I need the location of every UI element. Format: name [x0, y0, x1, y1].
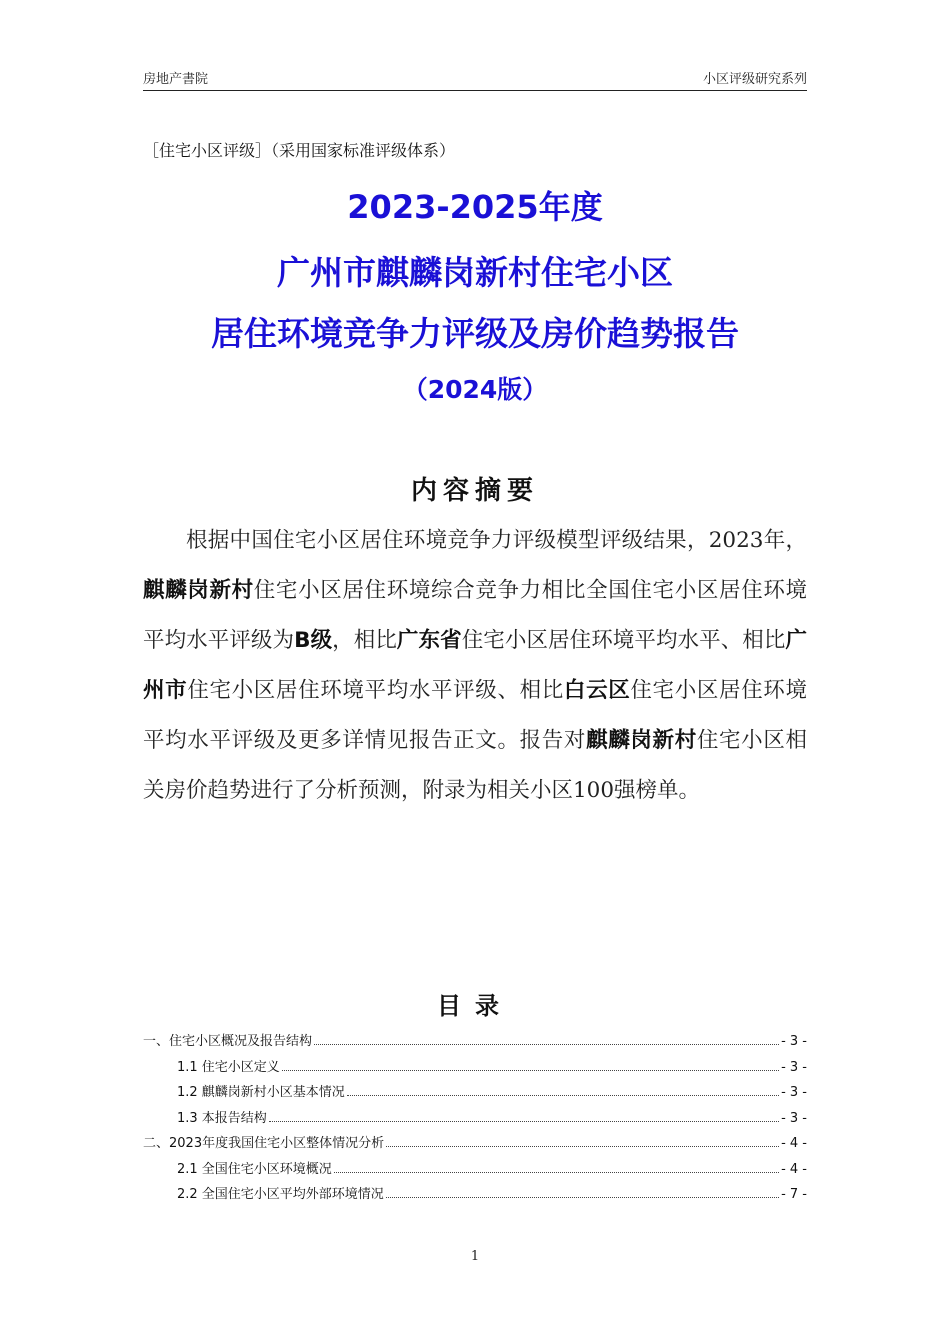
- series-name: 小区评级研究系列: [702, 72, 807, 87]
- abstract-highlight: 广州市: [143, 628, 807, 703]
- abstract-heading: 内容摘要: [410, 476, 539, 506]
- page-header: [143, 66, 807, 91]
- toc-leader-dots: [269, 1121, 779, 1122]
- toc-leader-dots: [314, 1044, 779, 1045]
- toc-entry[interactable]: [143, 1107, 807, 1133]
- toc-entry-label: 2.2 全国住宅小区平均外部环境情况: [177, 1187, 384, 1202]
- abstract-text: ，相比: [332, 628, 397, 653]
- toc-entry-page: - 4 -: [781, 1136, 807, 1151]
- abstract-paragraph: [143, 516, 807, 816]
- toc-entry[interactable]: [143, 1030, 807, 1056]
- toc-entry-page: - 3 -: [781, 1110, 807, 1126]
- abstract-highlight: 广东省: [396, 628, 462, 653]
- table-of-contents: [143, 1030, 807, 1209]
- title-main: 居住环境竞争力评级及房价趋势报告: [211, 314, 739, 353]
- page-number: 1: [470, 1249, 480, 1264]
- toc-leader-dots: [347, 1095, 779, 1096]
- toc-entry-label: 1.2 麒麟岗新村小区基本情况: [177, 1085, 345, 1100]
- abstract-text: 住宅小区居住环境综合竞争力相比全国住宅小区居住环境平均水平评级为: [143, 578, 807, 653]
- abstract-text: 住宅小区居住环境平均水平、相比: [461, 628, 786, 653]
- toc-entry[interactable]: [143, 1183, 807, 1209]
- toc-entry[interactable]: [143, 1158, 807, 1184]
- toc-entry-page: - 3 -: [781, 1085, 807, 1100]
- abstract-highlight: 白云区: [563, 678, 631, 703]
- toc-entry-label: 2.1 全国住宅小区环境概况: [177, 1161, 332, 1177]
- publisher-name: 房地产書院: [143, 72, 209, 87]
- toc-leader-dots: [334, 1172, 779, 1173]
- toc-entry[interactable]: [143, 1056, 807, 1082]
- toc-leader-dots: [282, 1070, 779, 1071]
- abstract-text: 住宅小区居住环境平均水平评级、相比: [187, 678, 564, 703]
- abstract-highlight: 麒麟岗新村: [143, 578, 254, 603]
- toc-entry-label: 1.1 住宅小区定义: [177, 1059, 280, 1075]
- toc-leader-dots: [386, 1197, 779, 1198]
- toc-entry-page: - 3 -: [781, 1034, 807, 1049]
- title-edition: （2024版）: [402, 375, 548, 404]
- toc-entry-label: 一、住宅小区概况及报告结构: [143, 1034, 313, 1049]
- abstract-text: 住宅小区相关房价趋势进行了分析预测，附录为相关小区100强榜单。: [143, 728, 807, 803]
- toc-leader-dots: [386, 1146, 779, 1147]
- abstract-text: 住宅小区居住环境平均水平评级及更多详情见报告正文。报告对: [143, 678, 807, 753]
- toc-entry-page: - 4 -: [781, 1161, 807, 1177]
- abstract-highlight: B级: [294, 628, 333, 653]
- toc-entry[interactable]: [143, 1081, 807, 1107]
- abstract-body: [143, 516, 807, 816]
- title-subject: 广州市麒麟岗新村住宅小区: [277, 253, 673, 292]
- abstract-highlight: 麒麟岗新村: [586, 728, 697, 753]
- abstract-text: 根据中国住宅小区居住环境竞争力评级模型评级结果，2023年，: [186, 528, 807, 553]
- report-category: ［住宅小区评级］（采用国家标准评级体系）: [143, 141, 456, 160]
- toc-entry[interactable]: [143, 1132, 807, 1158]
- toc-heading: 目录: [437, 992, 513, 1020]
- toc-entry-page: - 7 -: [781, 1187, 807, 1202]
- toc-entry-page: - 3 -: [781, 1059, 807, 1075]
- toc-entry-label: 1.3 本报告结构: [177, 1110, 267, 1126]
- toc-entry-label: 二、2023年度我国住宅小区整体情况分析: [143, 1136, 385, 1151]
- title-years: 2023-2025年度: [347, 188, 603, 226]
